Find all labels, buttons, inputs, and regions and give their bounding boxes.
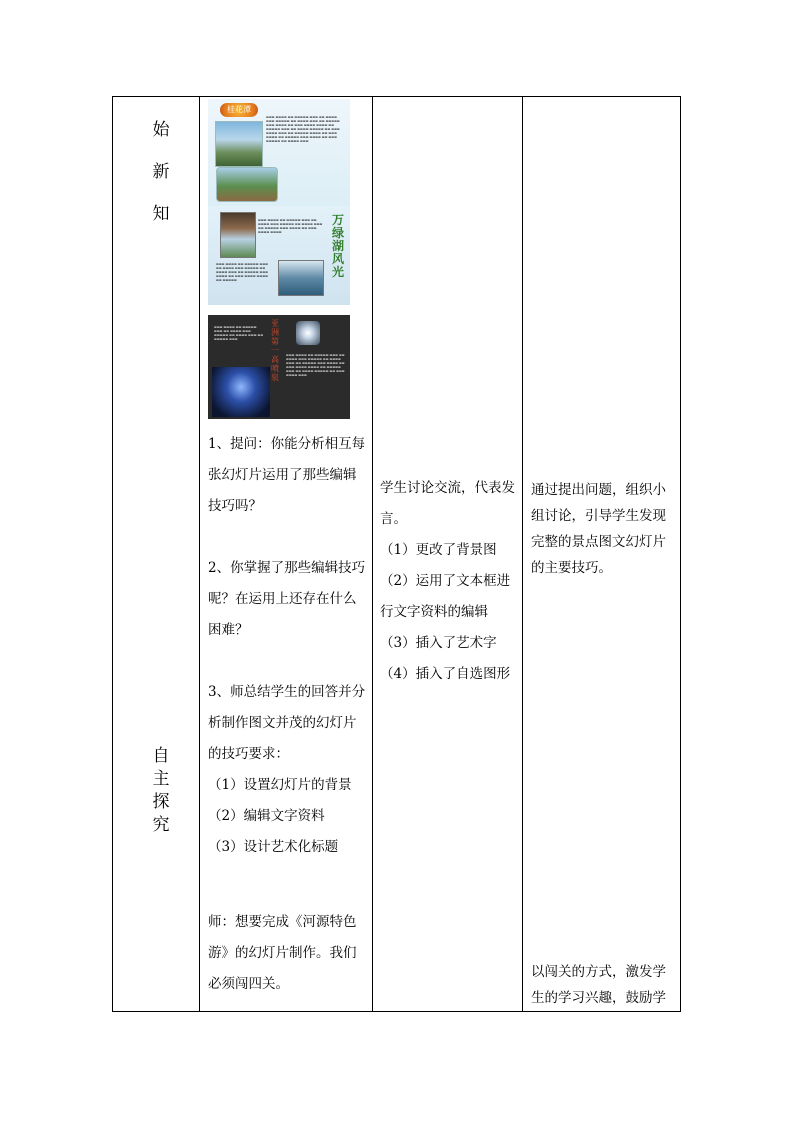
closing-text: 师：想要完成《河源特色游》的幻灯片制作。我们必须闯四关。: [208, 914, 357, 992]
column-divider: [522, 97, 523, 1011]
slide-photo: [296, 321, 320, 345]
slide-photo: [212, 367, 270, 417]
slide-body-text: ▬▬▬ ▬▬▬▬ ▬▬ ▬▬▬▬▬ ▬▬▬ ▬▬ ▬▬▬▬ ▬▬▬ ▬▬▬▬▬ ▬▬ ▬▬▬▬ ▬▬▬ ▬▬ ▬▬▬▬▬ ▬▬▬ ▬▬▬▬ ▬▬ ▬▬▬ ▬▬▬▬ ▬▬▬▬ ▬▬ ▬▬▬▬▬: [216, 262, 269, 282]
slide-logo: 桂花潭: [220, 103, 258, 117]
question-1: 1、提问：你能分析相互每张幻灯片运用了那些编辑技巧吗？: [208, 436, 366, 514]
label-char: 新: [152, 162, 170, 182]
slide-photo: [220, 212, 256, 258]
section-label-self-explore: [141, 745, 181, 837]
slide-thumbnail-guihuatan: [208, 99, 350, 206]
design-purpose-1: [531, 477, 677, 581]
teacher-closing: [208, 907, 368, 1000]
label-char: 自: [152, 746, 170, 766]
slide-thumbnail-wanlvhu: [208, 206, 350, 305]
lesson-table: [112, 96, 681, 1012]
column-divider: [372, 97, 373, 1011]
technique-item: （3）设计艺术化标题: [208, 839, 339, 855]
label-char: 探: [152, 792, 170, 812]
slide-title-art: 万绿湖风光: [331, 213, 344, 279]
label-char: 始: [152, 120, 170, 140]
student-item: （1）更改了背景图: [380, 542, 497, 558]
slide-body-text: ▬▬▬ ▬▬▬▬ ▬▬ ▬▬▬▬▬ ▬▬▬ ▬▬ ▬▬▬▬ ▬▬▬ ▬▬▬▬▬ ▬▬ ▬▬▬▬ ▬▬▬ ▬▬ ▬▬▬▬▬ ▬▬▬ ▬▬▬▬ ▬▬ ▬▬▬ ▬▬▬▬ ▬▬▬▬ ▬▬ ▬▬▬▬▬ ▬▬▬ ▬▬ ▬▬▬▬ ▬▬▬▬▬ ▬▬ ▬▬▬ ▬▬▬▬ ▬▬▬ ▬▬ ▬▬▬▬▬ ▬▬▬▬ ▬▬ ▬▬▬ ▬▬▬▬ ▬▬ ▬▬▬▬▬ ▬▬▬ ▬▬▬▬ ▬▬ ▬▬▬ ▬▬▬▬▬ ▬▬ ▬▬▬▬ ▬▬▬: [266, 115, 340, 143]
purpose-text: 通过提出问题，组织小组讨论，引导学生发现完整的景点图文幻灯片的主要技巧。: [531, 482, 666, 576]
column-divider: [199, 97, 200, 1011]
slide-photo: [215, 121, 263, 167]
technique-item: （1）设置幻灯片的背景: [208, 777, 352, 793]
slide-photo: [278, 260, 324, 296]
slide-thumbnail-fountain: [208, 315, 350, 419]
purpose-text: 以闯关的方式，激发学生的学习兴趣，鼓励学: [531, 964, 666, 1006]
section-label-new-knowledge: [141, 109, 181, 235]
question-2: 2、你掌握了那些编辑技巧呢？在运用上还存在什么困难？: [208, 560, 366, 638]
question-3: 3、师总结学生的回答并分析制作图文并茂的幻灯片的技巧要求：: [208, 684, 366, 762]
design-purpose-2: [531, 959, 677, 1011]
slide-body-text: ▬▬▬ ▬▬▬▬ ▬▬ ▬▬▬▬▬ ▬▬▬ ▬▬ ▬▬▬▬ ▬▬▬ ▬▬▬▬▬ ▬▬ ▬▬▬▬ ▬▬▬ ▬▬ ▬▬▬▬▬ ▬▬▬: [214, 325, 264, 341]
label-char: 究: [152, 815, 170, 835]
teacher-activity: [208, 429, 368, 863]
slide-body-text: ▬▬▬ ▬▬▬▬ ▬▬ ▬▬▬▬▬ ▬▬▬ ▬▬ ▬▬▬▬ ▬▬▬ ▬▬▬▬▬ ▬▬ ▬▬▬▬ ▬▬▬ ▬▬ ▬▬▬▬▬ ▬▬▬ ▬▬▬▬ ▬▬ ▬▬▬ ▬▬▬▬ ▬▬▬▬ ▬▬ ▬▬▬▬▬ ▬▬▬ ▬▬ ▬▬▬▬ ▬▬▬▬▬ ▬▬ ▬▬▬ ▬▬▬▬ ▬▬▬: [286, 353, 345, 377]
student-item: （4）插入了自选图形: [380, 666, 511, 682]
student-intro: 学生讨论交流，代表发言。: [380, 480, 515, 527]
label-char: 知: [152, 204, 170, 224]
slide-title-art: 亚洲第一高喷泉: [271, 319, 279, 382]
student-item: （2）运用了文本框进行文字资料的编辑: [380, 573, 511, 620]
label-char: 主: [152, 769, 170, 789]
student-activity: [380, 473, 518, 690]
student-item: （3）插入了艺术字: [380, 635, 497, 651]
slide-body-text: ▬▬▬ ▬▬▬▬ ▬▬ ▬▬▬▬▬ ▬▬▬ ▬▬ ▬▬▬▬ ▬▬▬ ▬▬▬▬▬ ▬▬ ▬▬▬▬ ▬▬▬ ▬▬ ▬▬▬▬▬ ▬▬▬ ▬▬▬▬ ▬▬ ▬▬▬ ▬▬▬▬ ▬▬▬▬: [258, 218, 323, 234]
technique-item: （2）编辑文字资料: [208, 808, 325, 824]
